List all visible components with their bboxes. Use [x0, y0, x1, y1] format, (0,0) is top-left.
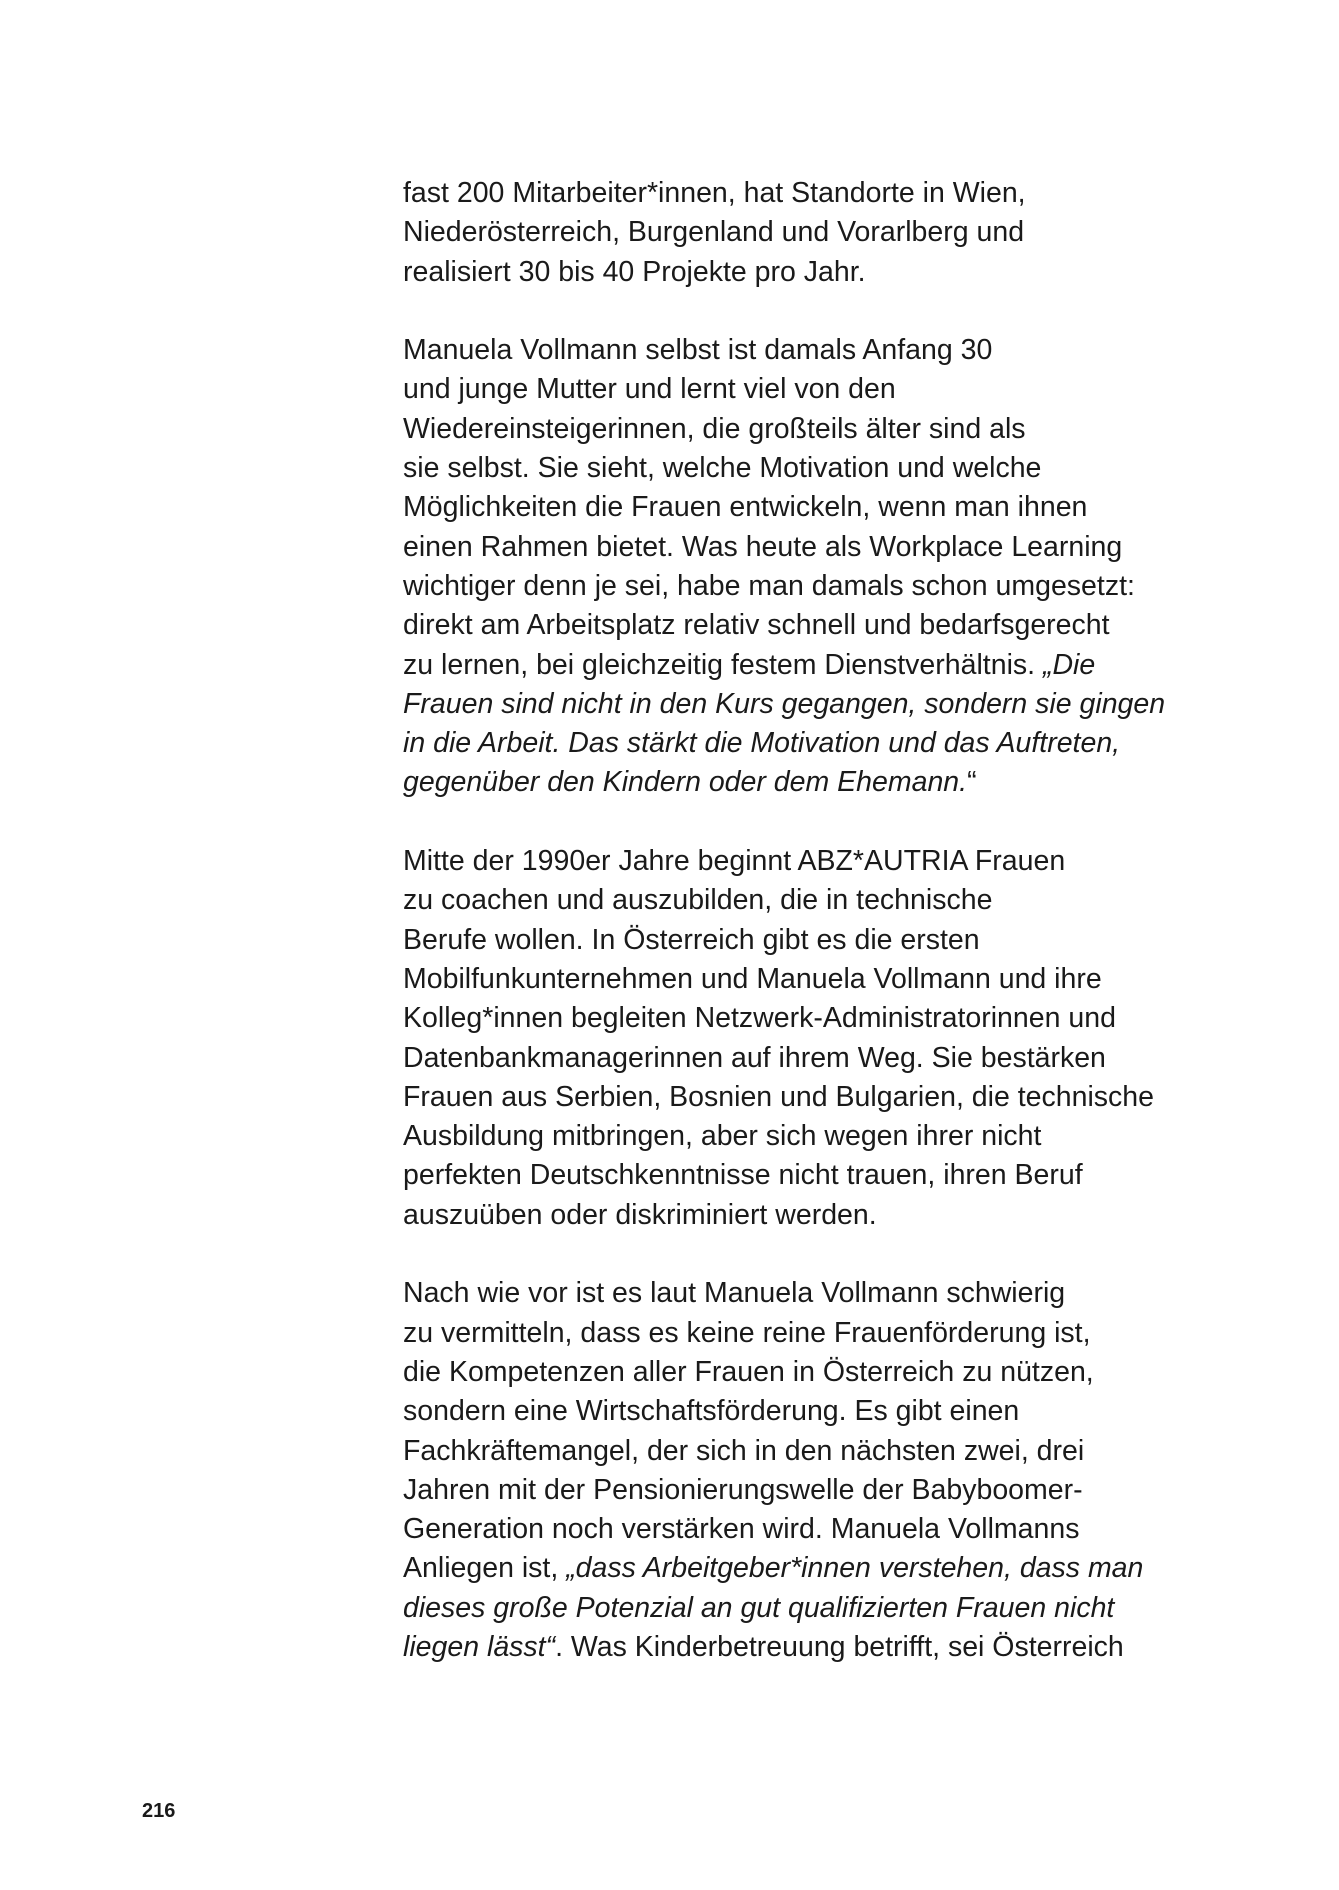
text-line — [403, 213, 1183, 252]
body-text: einen Rahmen bietet. Was heute als Workplace Learning — [403, 530, 1123, 563]
body-text: die Kompetenzen aller Frauen in Österreich zu nützen, — [403, 1355, 1094, 1388]
text-line — [403, 1156, 1183, 1195]
quote-text: „dass Arbeitgeber*innen verstehen, dass man — [566, 1552, 1144, 1585]
text-line — [403, 1471, 1183, 1510]
text-line — [403, 1353, 1183, 1392]
text-line — [403, 685, 1183, 724]
text-line — [403, 1392, 1183, 1431]
body-text-column — [403, 174, 1183, 1707]
text-line — [403, 370, 1183, 409]
body-text: Nach wie vor ist es laut Manuela Vollmann schwierig — [403, 1277, 1066, 1310]
text-line — [403, 449, 1183, 488]
paragraph — [403, 842, 1183, 1235]
text-line — [403, 646, 1183, 685]
text-line — [403, 724, 1183, 763]
body-text: Kolleg*innen begleiten Netzwerk-Administratorinnen und — [403, 1002, 1116, 1035]
paragraph — [403, 1274, 1183, 1667]
text-line — [403, 763, 1183, 802]
body-text: sondern eine Wirtschaftsförderung. Es gibt einen — [403, 1395, 1020, 1428]
body-text: sie selbst. Sie sieht, welche Motivation und welche — [403, 452, 1042, 485]
text-line — [403, 1314, 1183, 1353]
body-text: wichtiger denn je sei, habe man damals schon umgesetzt: — [403, 569, 1135, 602]
page-number: 216 — [142, 1800, 176, 1822]
body-text: Möglichkeiten die Frauen entwickeln, wenn man ihnen — [403, 491, 1088, 524]
body-text: Frauen aus Serbien, Bosnien und Bulgarien, die technische — [403, 1080, 1154, 1113]
quote-text: dieses große Potenzial an gut qualifizierten Frauen nicht — [403, 1591, 1115, 1624]
body-text: Anliegen ist, — [403, 1552, 567, 1585]
body-text: Niederösterreich, Burgenland und Vorarlberg und — [403, 216, 1025, 249]
text-line — [403, 842, 1183, 881]
body-text: auszuüben oder diskriminiert werden. — [403, 1198, 877, 1231]
body-text: Jahren mit der Pensionierungswelle der Babyboomer- — [403, 1473, 1083, 1506]
quote-text: in die Arbeit. Das stärkt die Motivation und das Auftreten, — [403, 727, 1121, 760]
text-line — [403, 1589, 1183, 1628]
body-text: “ — [967, 766, 977, 799]
text-line — [403, 921, 1183, 960]
text-line — [403, 1078, 1183, 1117]
body-text: und junge Mutter und lernt viel von den — [403, 373, 896, 406]
text-line — [403, 999, 1183, 1038]
paragraph — [403, 331, 1183, 803]
body-text: Ausbildung mitbringen, aber sich wegen ihrer nicht — [403, 1120, 1042, 1153]
body-text: zu vermitteln, dass es keine reine Frauenförderung ist, — [403, 1316, 1091, 1349]
text-line — [403, 1274, 1183, 1313]
body-text: Manuela Vollmann selbst ist damals Anfang 30 — [403, 334, 993, 367]
body-text: Datenbankmanagerinnen auf ihrem Weg. Sie bestärken — [403, 1041, 1106, 1074]
quote-text: gegenüber den Kindern oder dem Ehemann. — [403, 766, 968, 799]
text-line — [403, 331, 1183, 370]
text-line — [403, 1549, 1183, 1588]
quote-text: liegen lässt“ — [403, 1630, 556, 1663]
body-text: Generation noch verstärken wird. Manuela Vollmanns — [403, 1513, 1080, 1546]
body-text: direkt am Arbeitsplatz relativ schnell und bedarfsgerecht — [403, 609, 1110, 642]
body-text: fast 200 Mitarbeiter*innen, hat Standorte in Wien, — [403, 177, 1026, 209]
body-text: Berufe wollen. In Österreich gibt es die ersten — [403, 923, 980, 956]
body-text: . Was Kinderbetreuung betrifft, sei Österreich — [555, 1630, 1124, 1663]
text-line — [403, 881, 1183, 920]
text-line — [403, 960, 1183, 999]
paragraph — [403, 174, 1183, 292]
text-line — [403, 488, 1183, 527]
body-text: realisiert 30 bis 40 Projekte pro Jahr. — [403, 255, 866, 288]
body-text: perfekten Deutschkenntnisse nicht trauen, ihren Beruf — [403, 1159, 1083, 1192]
text-line — [403, 528, 1183, 567]
quote-text: Frauen sind nicht in den Kurs gegangen, sondern sie gingen — [403, 687, 1166, 720]
quote-text: „Die — [1042, 648, 1096, 681]
body-text: Fachkräftemangel, der sich in den nächsten zwei, drei — [403, 1434, 1085, 1467]
text-line — [403, 1117, 1183, 1156]
body-text: Mitte der 1990er Jahre beginnt ABZ*AUTRIA Frauen — [403, 845, 1066, 878]
text-line — [403, 1510, 1183, 1549]
body-text: Wiedereinsteigerinnen, die großteils älter sind als — [403, 412, 1026, 445]
text-line — [403, 606, 1183, 645]
text-line — [403, 253, 1183, 292]
text-line — [403, 1628, 1183, 1667]
body-text: zu lernen, bei gleichzeitig festem Dienstverhältnis. — [403, 648, 1043, 681]
text-line — [403, 410, 1183, 449]
body-text: zu coachen und auszubilden, die in technische — [403, 884, 993, 917]
text-line — [403, 567, 1183, 606]
body-text: Mobilfunkunternehmen und Manuela Vollmann und ihre — [403, 962, 1102, 995]
text-line — [403, 174, 1183, 213]
text-line — [403, 1196, 1183, 1235]
text-line — [403, 1432, 1183, 1471]
text-line — [403, 1039, 1183, 1078]
